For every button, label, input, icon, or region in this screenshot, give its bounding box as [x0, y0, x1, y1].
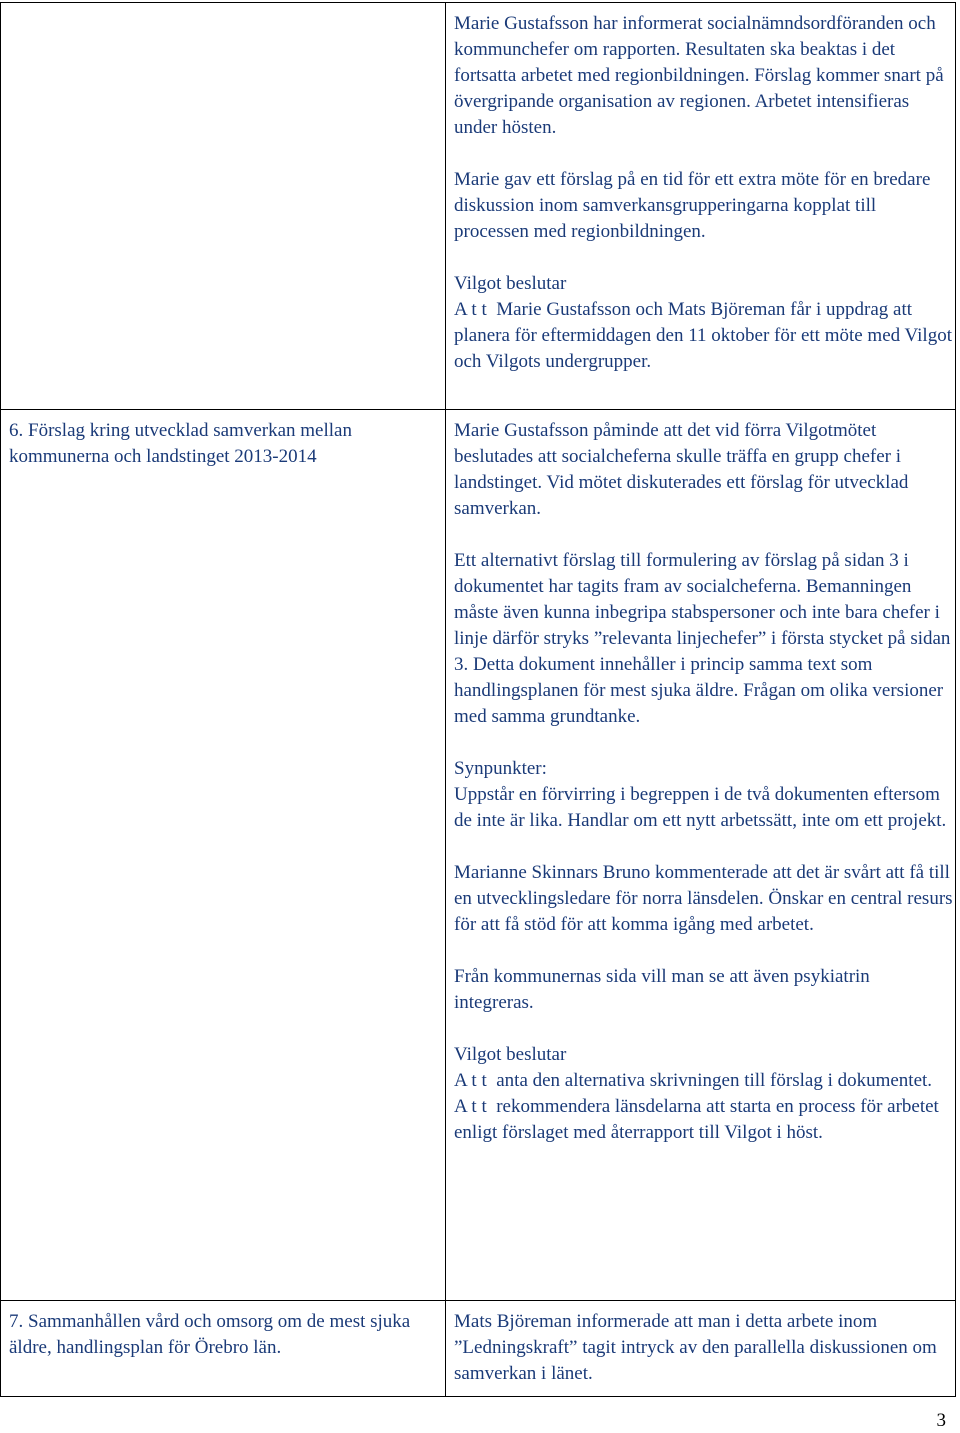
- paragraph: Mats Björeman informerade att man i detta arbete inom ”Ledningskraft” tagit intryck av den parallella diskussionen om samverkan i länet.: [454, 1311, 937, 1384]
- paragraph: Marie gav ett förslag på en tid för ett extra möte för en bredare diskussion inom samverkansgrupperingarna kopplat till processen med regionbildningen.: [454, 169, 931, 242]
- decision-item: A t t anta den alternativa skrivningen till förslag i dokumentet.: [454, 1070, 933, 1091]
- row-heading-cell: [1, 1301, 446, 1397]
- decision-item: A t t Marie Gustafsson och Mats Björeman får i uppdrag att planera för eftermiddagen den 11 oktober för ett möte med Vilgot och Vilgots undergrupper.: [454, 299, 957, 372]
- table-row: [1, 1301, 956, 1397]
- paragraph: Marie Gustafsson har informerat socialnämndsordföranden och kommunchefer om rapporten. Resultaten ska beaktas i det fortsatta arbetet med regionbildningen. Förslag kommer snart på övergripande organisation av regionen. Arbetet intensifieras under hösten.: [454, 13, 944, 138]
- synpunkter-label: Synpunkter:: [454, 758, 547, 779]
- row-heading-cell: [1, 410, 446, 1301]
- paragraph: Från kommunernas sida vill man se att även psykiatrin integreras.: [454, 966, 870, 1013]
- agenda-item-heading: 7. Sammanhållen vård och omsorg om de mest sjuka äldre, handlingsplan för Örebro län.: [9, 1311, 411, 1358]
- paragraph: Ett alternativt förslag till formulering av förslag på sidan 3 i dokumentet har tagits fram av socialcheferna. Bemanningen måste även kunna inbegripa stabspersoner och inte bara chefer i linje därför stryks ”relevanta linjechefer” i första stycket på sidan 3. Detta dokument innehåller i princip samma text som handlingsplanen för mest sjuka äldre. Frågan om olika versioner med samma grundtanke.: [454, 550, 951, 727]
- decision-item: A t t rekommendera länsdelarna att starta en process för arbetet enligt förslaget med återrapport till Vilgot i höst.: [454, 1096, 944, 1143]
- table-row: [1, 410, 956, 1301]
- minutes-table: [0, 2, 956, 1397]
- row-content-cell: [446, 1301, 956, 1397]
- paragraph: Marianne Skinnars Bruno kommenterade att det är svårt att få till en utvecklingsledare för norra länsdelen. Önskar en central resurs för att få stöd för att komma igång med arbetet.: [454, 862, 953, 935]
- row-content-cell: [446, 3, 956, 410]
- agenda-item-heading: 6. Förslag kring utvecklad samverkan mellan kommunerna och landstinget 2013-2014: [9, 420, 352, 467]
- decision-label: Vilgot beslutar: [454, 273, 567, 294]
- row-heading-cell: [1, 3, 446, 410]
- paragraph: Marie Gustafsson påminde att det vid förra Vilgotmötet beslutades att socialcheferna skulle träffa en grupp chefer i landstinget. Vid mötet diskuterades ett förslag för utvecklad samverkan.: [454, 420, 909, 519]
- page-number: 3: [936, 1410, 946, 1431]
- row-content-cell: [446, 410, 956, 1301]
- table-row: [1, 3, 956, 410]
- decision-label: Vilgot beslutar: [454, 1044, 567, 1065]
- synpunkter-text: Uppstår en förvirring i begreppen i de två dokumenten eftersom de inte är lika. Handlar om ett nytt arbetssätt, inte om ett projekt.: [454, 784, 947, 831]
